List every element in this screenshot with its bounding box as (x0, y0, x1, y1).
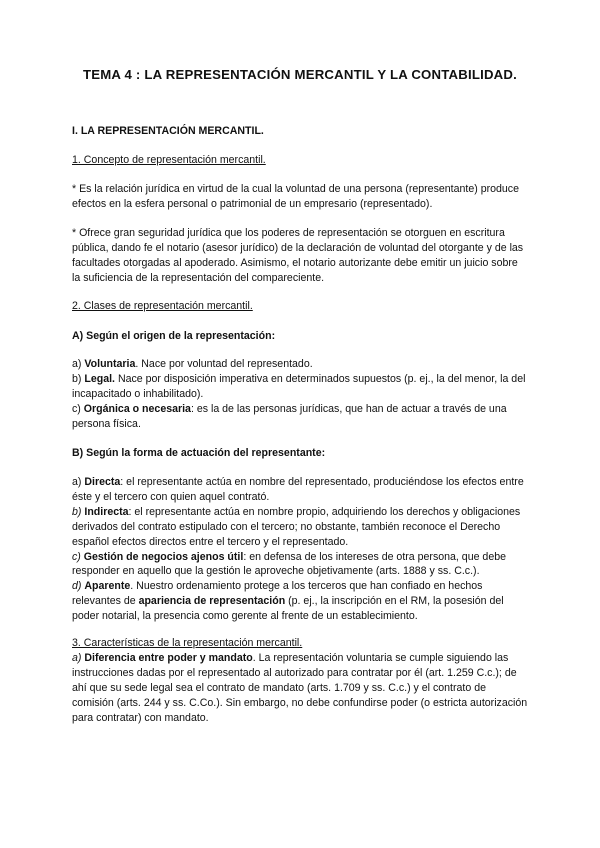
origin-list (72, 357, 528, 432)
concept-paragraph-1: * Es la relación jurídica en virtud de la cual la voluntad de una persona (representante) produce efectos en la esfera personal o patrimonial de un empresario (representado). (72, 183, 519, 210)
concept-heading: 1. Concepto de representación mercantil. (72, 154, 266, 166)
origin-item-legal: b) Legal. Nace por disposición imperativa en determinados supuestos (p. ej., la del menor, la del incapacitado o inhabilitado). (72, 372, 526, 400)
characteristics-item-poder-mandato: a) Diferencia entre poder y mandato. La representación voluntaria se cumple siguiendo las instrucciones dadas por el representado al autorizado para contratar por él (art. 1.259 C.c.); de ahí que su sede legal sea el contrato de mandato (arts. 1.709 y ss. C.c.) y el contrato de comisión (arts. 244 y ss. C.Co.). Sin embargo, no debe confundirse poder (o estricta autorización para contratar) con mandato. (72, 652, 528, 724)
origin-heading: A) Según el origen de la representación: (72, 330, 276, 342)
form-list (72, 475, 528, 624)
origin-item-voluntaria: a) Voluntaria. Nace por voluntad del representado. (72, 358, 313, 370)
section-heading: I. LA REPRESENTACIÓN MERCANTIL. (72, 125, 264, 137)
form-item-gestion: c) Gestión de negocios ajenos útil: en defensa de los intereses de otra persona, que debe responder en aquello que la gestión le aproveche objetivamente (arts. 1888 y ss. C.c.). (72, 550, 506, 578)
document-title: TEMA 4 : LA REPRESENTACIÓN MERCANTIL Y LA CONTABILIDAD. (83, 67, 517, 82)
characteristics-heading: 3. Características de la representación mercantil. (72, 637, 303, 649)
classes-heading: 2. Clases de representación mercantil. (72, 300, 253, 312)
form-item-aparente: d) Aparente. Nuestro ordenamiento protege a los terceros que han confiado en hechos relevantes de apariencia de representación (p. ej., la inscripción en el RM, la posesión del poder notarial, la presencia como gerente al frente de un establecimiento. (72, 580, 504, 623)
form-item-indirecta: b) Indirecta: el representante actúa en nombre propio, adquiriendo los derechos y obligaciones derivados del contrato estipulado con el tercero; no obstante, también reconoce el Derecho español efectos directos entre el tercero y el representado. (72, 505, 521, 548)
form-heading: B) Según la forma de actuación del representante: (72, 447, 326, 459)
origin-item-organica: c) Orgánica o necesaria: es la de las personas jurídicas, que han de actuar a través de una persona física. (72, 402, 507, 430)
form-item-directa: a) Directa: el representante actúa en nombre del representado, produciéndose los efectos entre éste y el tercero con quien aquel contrató. (72, 476, 524, 503)
concept-paragraph-2: * Ofrece gran seguridad jurídica que los poderes de representación se otorguen en escritura pública, dando fe el notario (asesor jurídico) de la declaración de voluntad del otorgante y de las facultades otorgadas al apoderado. Asimismo, el notario autorizante debe emitir un juicio sobre la suficiencia de la representación del compareciente. (72, 227, 524, 284)
